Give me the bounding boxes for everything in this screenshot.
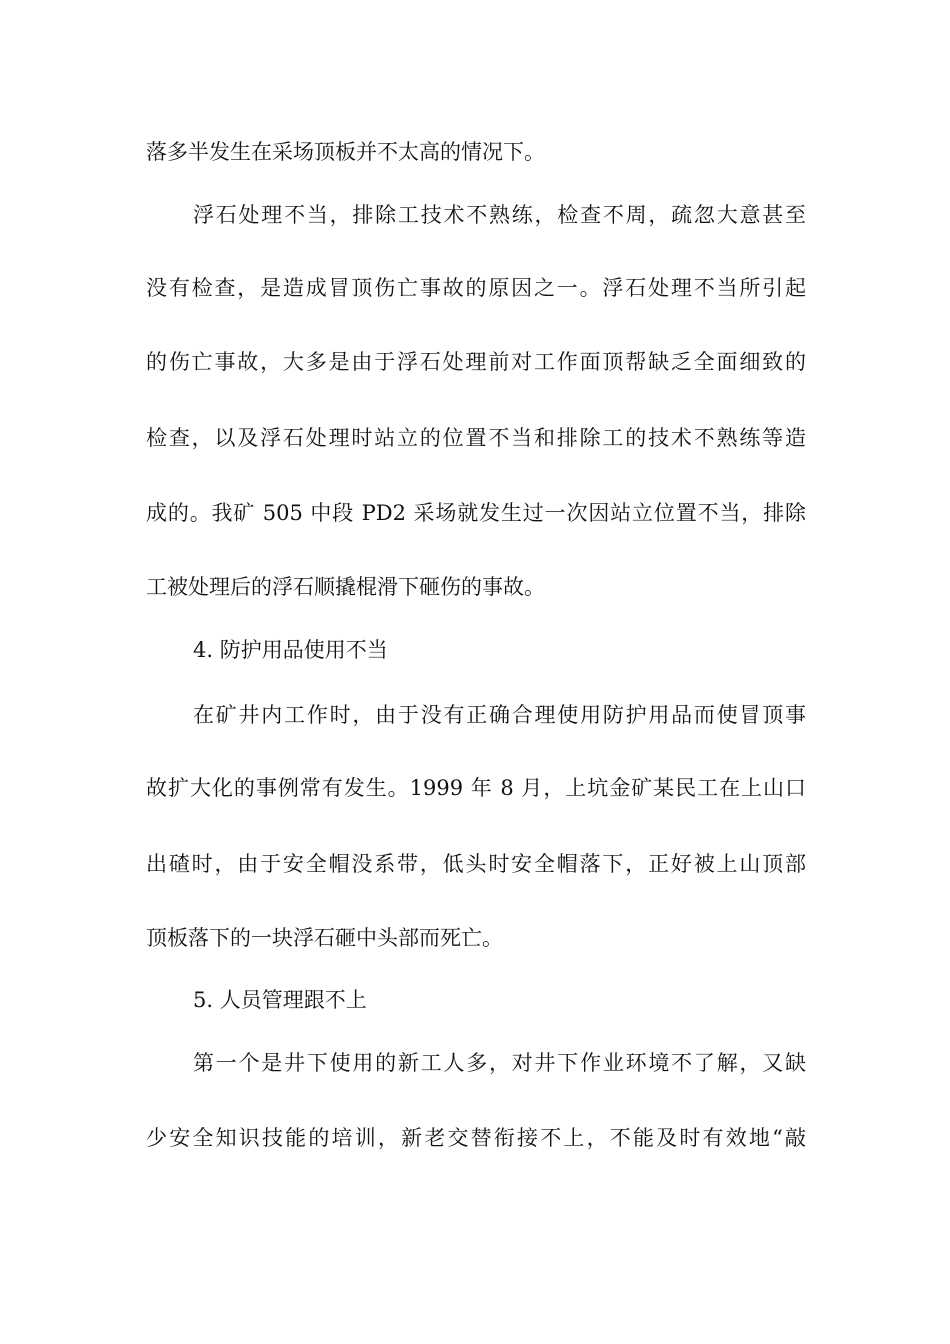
paragraph-line-2: 浮石处理不当，排除工技术不熟练，检查不周，疏忽大意甚至 bbox=[193, 203, 806, 227]
paragraph-line-4: 的伤亡事故，大多是由于浮石处理前对工作面顶帮缺乏全面细致的 bbox=[146, 350, 806, 374]
section-heading-4: 4. 防护用品使用不当 bbox=[193, 638, 388, 662]
section-heading-5: 5. 人员管理跟不上 bbox=[193, 988, 367, 1012]
paragraph-line-3: 没有检查，是造成冒顶伤亡事故的原因之一。浮石处理不当所引起 bbox=[146, 276, 806, 300]
paragraph-line-9: 故扩大化的事例常有发生。1999 年 8 月，上坑金矿某民工在上山口 bbox=[146, 776, 806, 800]
paragraph-line-6: 成的。我矿 505 中段 PD2 采场就发生过一次因站立位置不当，排除 bbox=[146, 501, 806, 525]
paragraph-line-7: 工被处理后的浮石顺撬棍滑下砸伤的事故。 bbox=[146, 575, 545, 599]
paragraph-line-13: 少安全知识技能的培训，新老交替衔接不上，不能及时有效地“敲 bbox=[146, 1126, 806, 1150]
paragraph-line-5: 检查，以及浮石处理时站立的位置不当和排除工的技术不熟练等造 bbox=[146, 426, 806, 450]
paragraph-line-8: 在矿井内工作时，由于没有正确合理使用防护用品而使冒顶事 bbox=[193, 703, 806, 727]
paragraph-line-10: 出碴时，由于安全帽没系带，低头时安全帽落下，正好被上山顶部 bbox=[146, 852, 806, 876]
paragraph-line-11: 顶板落下的一块浮石砸中头部而死亡。 bbox=[146, 926, 503, 950]
paragraph-line-12: 第一个是井下使用的新工人多，对井下作业环境不了解，又缺 bbox=[193, 1051, 806, 1075]
paragraph-line-1: 落多半发生在采场顶板并不太高的情况下。 bbox=[146, 140, 545, 164]
